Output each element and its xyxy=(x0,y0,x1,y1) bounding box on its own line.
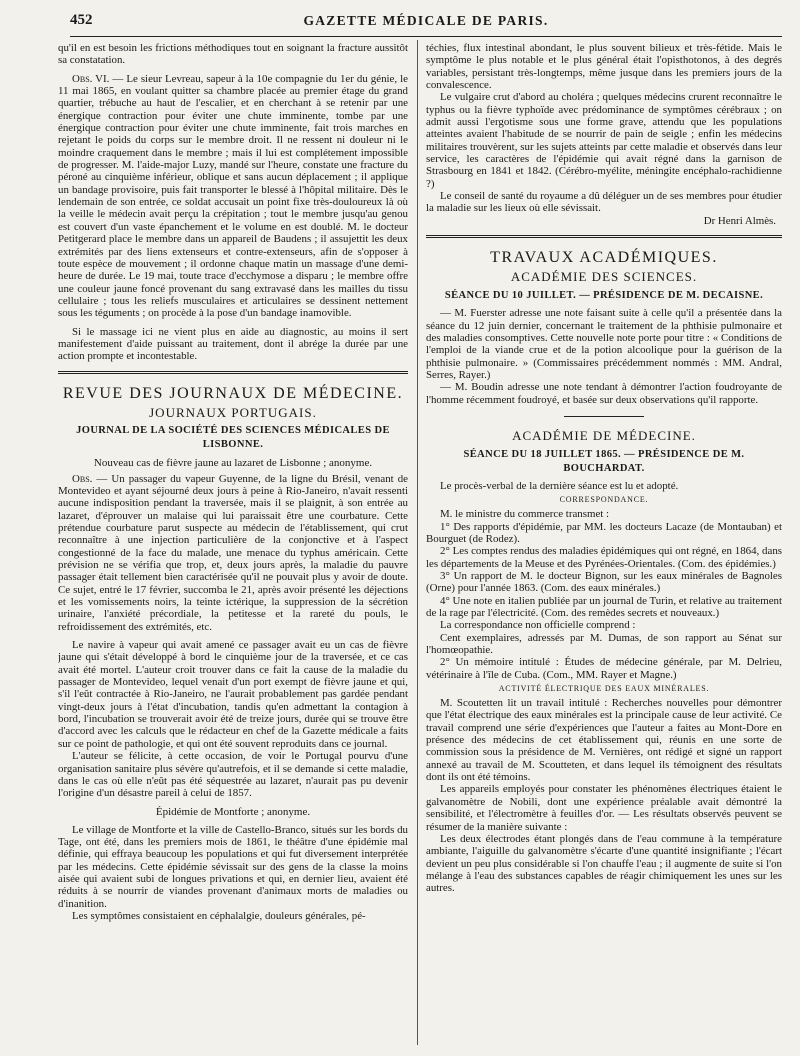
boudin-paragraph: — M. Boudin adresse une note tendant à démontrer l'action foudroyante de l'homme récemment foudroyé, et basée sur deux observations qu'il rapporte. xyxy=(426,381,782,406)
conseil-paragraph: Le conseil de santé du royaume a dû déléguer un de ses membres pour étudier la maladie sur les lieux où elle sévissait. xyxy=(426,190,782,215)
obs-text: — Un passager du vapeur Guyenne, de la ligne du Brésil, venant de Montevideo et ayant séjourné deux jours à peine à Rio-Janeiro, n'avait ressenti aucune indisposition pendant la traversée, mais il se plaignit, à son entrée au lazaret, d'éprouver un malaise qui lui paraissait être une courbature. Cette prétendue courbature parut suspecte au médecin de l'établissement, qui crut reconnaître à une injection particulière de la conjonctive et à l'aspect congestionné de la face du malade, une menace du typhus américain. Cette prévision ne se vérifia que trop, et, deux jours après, la maladie du pauvre passager était tellement bien caractérisée qu'il ne pouvait plus y avoir de doute. Ce sujet, entré le 17 février, succomba le 21, après avoir présenté les déjections et les vomissements noirs, la teinte ictérique, la suppression de la sécrétion urinaire, l'anxiété précordiale, la petitesse et la rareté du pouls, le refroidissement des extrémités, etc. xyxy=(58,472,408,633)
activite-heading: ACTIVITÉ ÉLECTRIQUE DES EAUX MINÉRALES. xyxy=(498,684,710,694)
case-title: Nouveau cas de fièvre jaune au lazaret de Lisbonne ; anonyme. xyxy=(93,456,373,469)
scoutetten-paragraph: M. Scoutetten lit un travail intitulé : Recherches nouvelles pour démontrer que l'état électrique des eaux minérales est la principale cause de leur activité. Ce travail comprend une série d'expériences que l'auteur a faites au Mont-Dore en présence des médecins de cet établissement qui, réunis en une sorte de commission sous la présidence de M. Vernières, ont rédigé et signé un rapport annexé au travail de M. Scoutteten, et dans lequel ils témoignent des résultats dont ils ont été témoins. xyxy=(426,697,782,784)
header-rule xyxy=(70,36,782,37)
obs-label: Obs. xyxy=(72,472,93,485)
symptomes-paragraph: Les symptômes consistaient en céphalalgie, douleurs générales, pé- xyxy=(72,909,366,922)
fuerster-paragraph: — M. Fuerster adresse une note faisant suite à celle qu'il a présentée dans la séance du 12 juin dernier, concernant le traitement de la phthisie pulmonaire et des maladies consomptives. Cette nouvelle note porte pour titre : « Conditions de l'emploi de la viande crue et de la potion alcoolique pour la guérison de la phthisie pulmonaire. » (Commissaires précédemment nommés : MM. Andral, Serres, Rayer.) xyxy=(426,307,782,381)
intro-paragraph: qu'il en est besoin les frictions méthodiques tout en soignant la fracture aussitôt sa constatation. xyxy=(58,42,408,67)
cent-exemplaires: Cent exemplaires, adressés par M. Dumas, de son rapport au Sénat sur l'homœopathie. xyxy=(426,631,782,657)
right-column xyxy=(426,42,782,895)
revue-title: REVUE DES JOURNAUX DE MÉDECINE. xyxy=(62,384,404,402)
travaux-title: TRAVAUX ACADÉMIQUES. xyxy=(490,249,718,267)
observation-6 xyxy=(58,73,408,320)
auteur-paragraph: L'auteur se félicite, à cette occasion, de voir le Portugal pourvu d'une organisation sanitaire plus sévère qu'autrefois, et il se demande si cette maladie, dans le cas où elle n'eût pas été séquestrée au lazaret, n'aurait pas pu devenir l'origine d'un désastre pareil à celui de 1857. xyxy=(58,750,408,800)
short-rule xyxy=(564,416,644,417)
running-title: GAZETTE MÉDICALE DE PARIS. xyxy=(303,13,549,28)
obs6-text: — Le sieur Levreau, sapeur à la 10e compagnie du 1er du génie, le 11 mai 1865, en voulant quitter sa chambre placée au premier étage du grand quartier, trébuche au haut de l'escalier, et en cherchant à se retenir par une énergique contraction pour éviter une chute imminente, tombe par une énergique contraction pour éviter une chute imminente, fait trois marches en rejetant le poids du corps sur le membre droit. Il ne ressent ni douleur ni le moindre craquement dans le membre ; mais il lui est complétement impossible de progresser. M. l'aide-major Luzy, mandé sur l'heure, constate une fracture du péroné au cinquième inférieur, oblique et sans aucun déplacement ; il applique un bandage provisoire, puis fait transporter le blessé à l'hôpital militaire. Dès le lendemain de son entrée, ce soldat accusait un point fixe très-douloureux là où la veille le médecin avait perçu la crépitation ; tout le membre jusqu'au genou est couvert d'un vaste épanchement et le volume en est doublé. M. le docteur Petitgerard place le membre dans un appareil de Baudens ; il assujettit les deux extrémités par des liens extenseurs et contre-extenseurs, afin de s'opposer à toute espèce de mouvement ; il ordonne chaque matin un massage d'une demi-heure de durée. Le 19 mai, toute trace d'ecchymose a disparu ; le membre offre une couleur jaune foncé provenant du sang extravasé dans les mailles du tissu cellulaire ; tous les reliefs musculaires et articulaires se dessinent nettement sous les téguments ; on procède à la pose d'un bandage inamovible. xyxy=(58,72,408,320)
item-1: 1° Des rapports d'épidémie, par MM. les docteurs Lacaze (de Montauban) et Bourguet (de Rodez). xyxy=(426,520,782,545)
navire-paragraph: Le navire à vapeur qui avait amené ce passager avait eu un cas de fièvre jaune qui s'était développé à bord le cinquième jour de la traversée, et ce cas avait été mortel. L'auteur croit trouver dans ce fait la cause de la maladie du passager de Montevideo, lequel venait d'un port exempt de fièvre jaune et qui, s'il l'eût contractée à Rio-Janeiro, ne l'aurait probablement pas gardée pendant vingt-deux jours à l'état d'incubation, tandis qu'en admettant la contagion à bord, l'incubation se trouverait avoir été de treize jours, durée qui se trouve être d'accord avec les calculs que le rédacteur en chef de la Gazette médicale a faits sur ce point de pathologie, et qui ont été souvent reproduits dans ce journal. xyxy=(58,639,408,750)
observation-fever xyxy=(58,473,408,633)
column-divider xyxy=(417,40,418,1045)
academie-medecine-title: ACADÉMIE DE MÉDECINE. xyxy=(512,427,696,443)
proces-verbal: Le procès-verbal de la dernière séance est lu et adopté. xyxy=(440,479,679,492)
item-4: 4° Une note en italien publiée par un journal de Turin, et relative au traitement de la rage par l'électricité. (Com. des remèdes secrets et nouveaux.) xyxy=(426,594,782,619)
journal-society-title: JOURNAL DE LA SOCIÉTÉ DES SCIENCES MÉDICALES DE LISBONNE. xyxy=(76,424,390,450)
continuation-paragraph: téchies, flux intestinal abondant, le plus souvent bilieux et très-fétide. Mais le symptôme le plus notable et le plus général était l'opisthotonos, à des degrés variables, persistant très-longtemps, même jusque dans les premiers jours de la convalescence. xyxy=(426,42,782,92)
correspondance-heading: CORRESPONDANCE. xyxy=(559,495,649,505)
electrodes-paragraph: Les deux électrodes étant plongés dans de l'eau commune à la température ambiante, l'aiguille du galvanomètre s'écarte d'une quantité insignifiante ; l'écart devient un peu plus considérable si l'on chauffe l'eau ; il augmente de suite si l'on mélange à l'eau des substances capables de réagir chimiquement les unes sur les autres. xyxy=(426,832,782,895)
academie-sciences-title: ACADÉMIE DES SCIENCES. xyxy=(510,269,698,285)
seance-medecine: SÉANCE DU 18 JUILLET 1865. — PRÉSIDENCE DE M. BOUCHARDAT. xyxy=(463,448,745,474)
page-header xyxy=(70,14,782,32)
epidemie-title: Épidémie de Montforte ; anonyme. xyxy=(155,805,311,818)
village-paragraph: Le village de Montforte et la ville de Castello-Branco, situés sur les bords du Tage, ont été, dans les premiers mois de 1861, le théâtre d'une épidémie mal définie, qui effraya beaucoup les populations et qui fut diversement interprétée par les médecins. Cette épidémie sévissait sur des gens de la classe la moins aisée qui avaient subi de longues privations et qui, en dernier lieu, avaient été réduits à se nourrir de viandes provenant d'animaux morts de maladies ou d'inanition. xyxy=(58,823,408,910)
author-signature: Dr Henri Almès. xyxy=(703,214,776,227)
item-3: 3° Un rapport de M. le docteur Bignon, sur les eaux minérales de Bagnoles (Orne) pour l'année 1863. (Com. des eaux minérales.) xyxy=(426,569,782,595)
ministre-line: M. le ministre du commerce transmet : xyxy=(440,508,610,521)
vulgaire-paragraph: Le vulgaire crut d'abord au choléra ; quelques médecins crurent reconnaître le typhus ou la fièvre typhoïde avec prédominance de symptômes cérébraux ; on admit aussi l'ergotisme sous une forme grave, attendu que les populations atteintes avaient l'habitude de se nourrir de pain de seigle ; enfin les médecins militaires trouvèrent, sur les sujets atteints par cette maladie et observés dans leur service, les caractères de l'épidémie qui avait régné dans la garnison de Strasbourg en 1841 et 1842. (Cérébro-myélite, méningite encéphalo-rachidienne ?) xyxy=(426,91,782,190)
non-officielle-line: La correspondance non officielle comprend : xyxy=(440,619,636,632)
obs6-label: Obs. VI. xyxy=(72,72,110,85)
section-separator-right xyxy=(426,235,782,238)
appareils-paragraph: Les appareils employés pour constater les phénomènes électriques étaient le galvanomètre de Nobili, dont une expérience préalable avait démontré la sensibilité, et l'électromètre à feuilles d'or. — Les résultats observés peuvent se résumer de la manière suivante : xyxy=(426,783,782,833)
section-separator xyxy=(58,371,408,374)
left-column xyxy=(58,42,408,922)
seance-sciences: SÉANCE DU 10 JUILLET. — PRÉSIDENCE DE M. DECAISNE. xyxy=(444,290,764,302)
memoire-line: 2° Un mémoire intitulé : Études de médecine générale, par M. Delrieu, vétérinaire à l'île de Cuba. (Com., MM. Rayer et Magne.) xyxy=(426,656,782,681)
item-2: 2° Les comptes rendus des maladies épidémiques qui ont régné, en 1864, dans les départements de la Meuse et des Pyrénées-Orientales. (Com. des épidémies.) xyxy=(426,545,782,570)
journaux-title: JOURNAUX PORTUGAIS. xyxy=(149,404,317,420)
page-number: 452 xyxy=(70,12,93,28)
massage-paragraph: Si le massage ici ne vient plus en aide au diagnostic, au moins il sert manifestement d'aide puissant au traitement, dont il abrége la durée par une action prompte et incontestable. xyxy=(58,325,408,363)
